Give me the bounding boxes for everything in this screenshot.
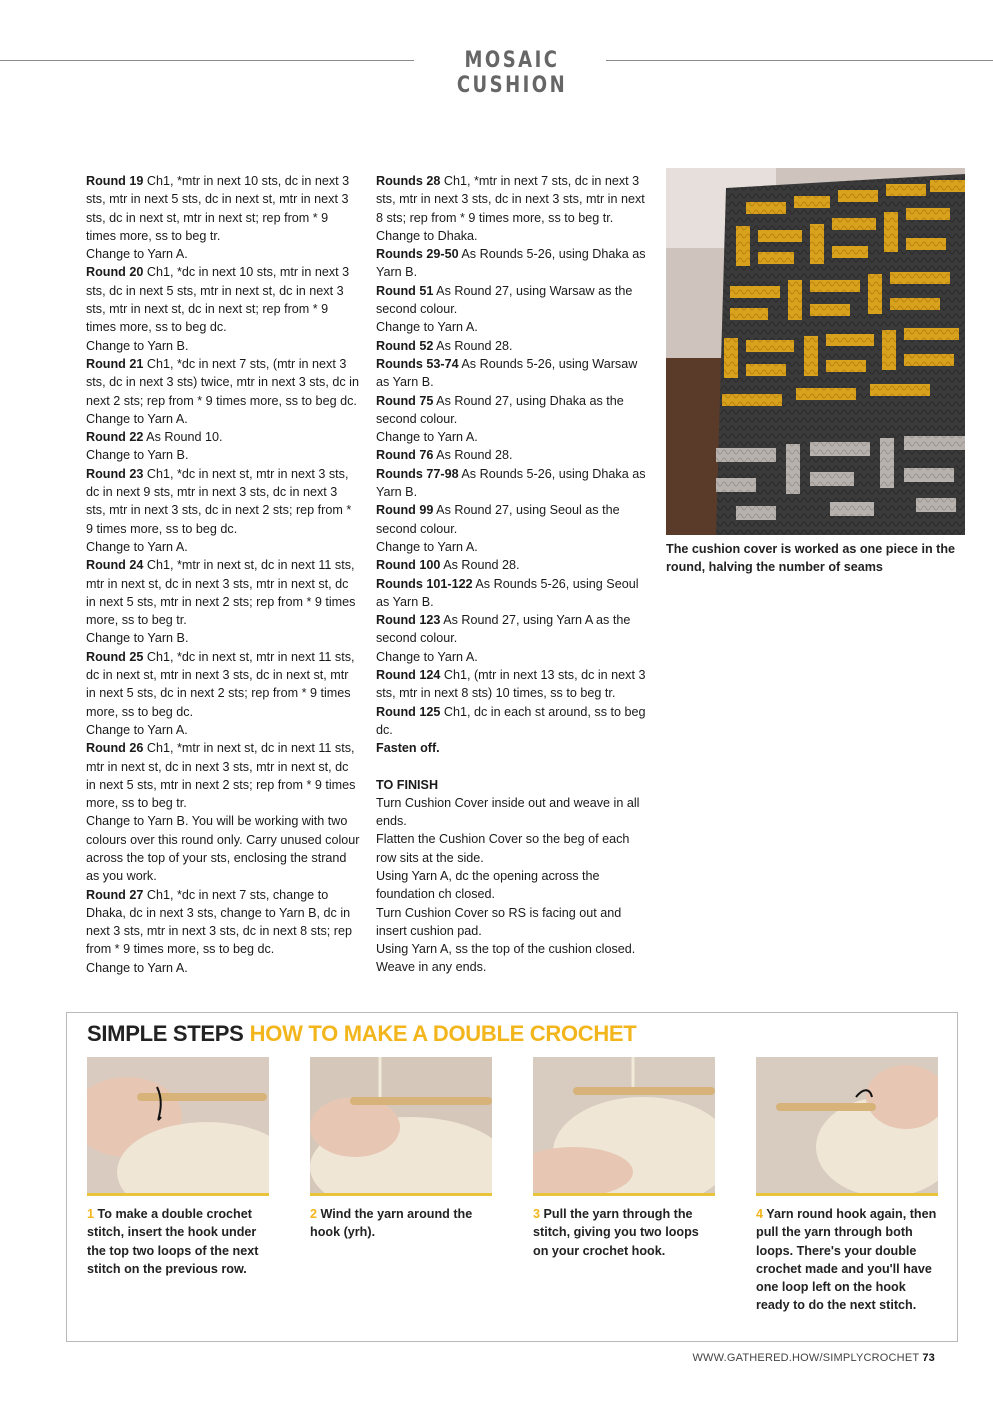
step-2 (310, 1057, 492, 1242)
pattern-line (376, 538, 646, 556)
round-text: Change to Yarn B. (86, 631, 189, 646)
step-3 (533, 1057, 715, 1260)
round-text: Ch1, *mtr in next st, dc in next 11 sts, mtr in next st, dc in next 3 sts, mtr in next st, dc in next 5 sts, mtr in next 2 sts; rep from * 9 times more, ss to beg tr. (86, 558, 356, 628)
round-text: Change to Yarn A. (376, 539, 478, 554)
step-1-number: 1 (87, 1207, 95, 1221)
round-text: Change to Yarn B. You will be working with two colours over this round only. Carry unused colour across the top of your sts, enclosing the strand as you work. (86, 814, 360, 884)
round-text: Ch1, *mtr in next st, dc in next 11 sts, mtr in next st, dc in next 3 sts, mtr in next st, dc in next 5 sts, mtr in next 2 sts; rep from * 9 times more, ss to beg tr. (86, 741, 356, 811)
round-label: Rounds 77-98 (376, 466, 459, 481)
steps-heading-label: SIMPLE STEPS (87, 1021, 244, 1046)
round-text: Ch1, *dc in next 7 sts, (mtr in next 3 sts, dc in next 3 sts) twice, mtr in next 3 sts, dc in next 2 sts; rep from * 9 times more, ss to beg dc. (86, 356, 359, 408)
step-3-photo (533, 1057, 715, 1196)
step-1-photo (87, 1057, 269, 1196)
simple-steps-panel (66, 1012, 958, 1342)
round-text: Ch1, dc in each st around, ss to beg dc. (376, 704, 646, 737)
round-text: As Round 28. (440, 558, 520, 573)
round-text: As Round 28. (433, 338, 513, 353)
round-label: Round 22 (86, 430, 144, 445)
round-label: Round 125 (376, 704, 441, 719)
pattern-line (376, 245, 646, 282)
step-4-photo (756, 1057, 938, 1196)
pattern-line (376, 282, 646, 319)
round-label: Rounds 53-74 (376, 356, 459, 371)
round-label: Round 27 (86, 887, 144, 902)
round-label: Round 24 (86, 558, 144, 573)
finish-line: Turn Cushion Cover so RS is facing out and insert cushion pad. (376, 905, 622, 938)
pattern-line (86, 739, 360, 812)
pattern-line (376, 428, 646, 446)
round-text: Ch1, *dc in next st, mtr in next 11 sts, dc in next st, mtr in next 3 sts, dc in next st, mtr in next 5 sts, dc in next 2 sts; rep from * 9 times more, ss to beg dc. (86, 649, 355, 719)
footer-url[interactable]: WWW.GATHERED.HOW/SIMPLYCROCHET (692, 1352, 920, 1364)
round-text: As Round 28. (433, 448, 513, 463)
round-label: Round 99 (376, 503, 434, 518)
header-rule-right (606, 60, 993, 61)
pattern-line (376, 703, 646, 740)
pattern-line (86, 721, 360, 739)
round-label: Round 26 (86, 741, 144, 756)
pattern-line (376, 739, 646, 757)
pattern-line (86, 446, 360, 464)
page-footer (692, 1352, 935, 1364)
step-3-text: Pull the yarn through the stitch, giving you two loops on your crochet hook. (533, 1207, 699, 1258)
round-label: Round 52 (376, 338, 434, 353)
step-1-text: To make a double crochet stitch, insert the hook under the top two loops of the next stitch on the previous row. (87, 1207, 259, 1276)
round-label: Round 25 (86, 649, 144, 664)
round-label: Round 23 (86, 466, 144, 481)
steps-heading-topic: HOW TO MAKE A DOUBLE CROCHET (249, 1021, 637, 1046)
round-text: Ch1, *dc in next 10 sts, mtr in next 3 sts, dc in next 5 sts, mtr in next st, dc in next 3 sts, mtr in next st, dc in next st; rep from * 9 times more, ss to beg dc. (86, 265, 350, 335)
round-text: As Round 27, using Warsaw as the second colour. (376, 283, 633, 317)
round-text: Change to Yarn A. (86, 722, 188, 737)
step-3-number: 3 (533, 1207, 541, 1221)
round-label: Round 20 (86, 265, 144, 280)
round-label: Round 123 (376, 613, 441, 628)
round-text: Ch1, *dc in next 7 sts, change to Dhaka, dc in next 3 sts, change to Yarn B, dc in next 3 sts, mtr in next 3 sts, dc in next 8 sts; rep from * 9 times more, ss to beg dc. (86, 887, 352, 957)
round-text: Change to Yarn A. (86, 539, 188, 554)
page-number: 73 (922, 1352, 935, 1364)
pattern-line (86, 959, 360, 977)
round-text: Change to Yarn A. (86, 960, 188, 975)
finish-heading: TO FINISH (376, 777, 439, 792)
finish-line: Using Yarn A, dc the opening across the foundation ch closed. (376, 868, 600, 902)
pattern-line (376, 575, 646, 612)
round-text: Change to Yarn B. (86, 338, 189, 353)
round-text: Ch1, *mtr in next 7 sts, dc in next 3 sts, mtr in next 3 sts, dc in next 3 sts, mtr in next 8 sts; rep from * 9 times more, ss to beg tr. (376, 174, 645, 225)
round-text: As Rounds 5-26, using Dhaka as Yarn B. (376, 247, 646, 280)
pattern-line (86, 410, 360, 428)
round-text: Change to Yarn A. (376, 430, 478, 445)
round-text: Change to Yarn B. (86, 448, 189, 463)
pattern-line (86, 465, 360, 538)
round-text: Change to Dhaka. (376, 228, 478, 243)
pattern-line (376, 337, 646, 355)
pattern-line (86, 648, 360, 721)
round-label: Round 100 (376, 558, 441, 573)
pattern-line (376, 666, 646, 703)
round-text: Ch1, *dc in next st, mtr in next 3 sts, dc in next 9 sts, mtr in next 3 sts, dc in next 3 sts, mtr in next 3 sts, dc in next 2 sts; rep from * 9 times more, ss to beg dc. (86, 466, 352, 536)
finish-line: Using Yarn A, ss the top of the cushion closed. Weave in any ends. (376, 942, 636, 975)
pattern-line (86, 538, 360, 556)
pattern-line (86, 245, 360, 263)
round-text: Change to Yarn A. (376, 649, 478, 664)
pattern-line (376, 227, 646, 245)
round-label: Round 21 (86, 356, 144, 371)
cushion-illustration (666, 168, 965, 535)
round-label: Round 51 (376, 283, 434, 298)
round-text: As Rounds 5-26, using Warsaw as Yarn B. (376, 356, 638, 390)
round-label: Round 75 (376, 393, 434, 408)
step-2-number: 2 (310, 1207, 318, 1221)
step-4 (756, 1057, 938, 1315)
round-text: Ch1, (mtr in next 13 sts, dc in next 3 sts, mtr in next 8 sts) 10 times, ss to beg tr. (376, 668, 646, 701)
pattern-line (376, 465, 646, 502)
header-rule-left (0, 60, 414, 61)
pattern-line (376, 611, 646, 648)
step-2-text: Wind the yarn around the hook (yrh). (310, 1207, 473, 1240)
pattern-line (86, 337, 360, 355)
finish-line: Turn Cushion Cover inside out and weave in all ends. (376, 795, 640, 829)
round-text: As Rounds 5-26, using Seoul as Yarn B. (376, 576, 639, 609)
pattern-line (376, 355, 646, 392)
round-text: As Rounds 5-26, using Dhaka as Yarn B. (376, 466, 646, 500)
round-text: As Round 27, using Yarn A as the second colour. (376, 613, 631, 646)
round-text: Change to Yarn A. (86, 411, 188, 426)
round-text: As Round 10. (143, 430, 223, 445)
round-label: Round 19 (86, 174, 144, 188)
pattern-line (86, 886, 360, 959)
pattern-line (86, 812, 360, 885)
photo-caption: The cushion cover is worked as one piece in the round, halving the number of seams (666, 542, 956, 575)
finish-instructions (376, 794, 646, 977)
pattern-column-b (376, 172, 646, 977)
pattern-line (86, 172, 360, 245)
pattern-line (376, 318, 646, 336)
pattern-line (86, 263, 360, 336)
pattern-line (376, 172, 646, 227)
pattern-line (86, 428, 360, 446)
round-label: Round 76 (376, 448, 434, 463)
cushion-photo (666, 168, 965, 535)
round-label: Rounds 101-122 (376, 576, 473, 591)
step-4-text: Yarn round hook again, then pull the yarn through both loops. There's your double crochet made and you'll have one loop left on the hook ready to do the next stitch. (756, 1207, 937, 1313)
round-text: Ch1, *mtr in next 10 sts, dc in next 3 sts, mtr in next 5 sts, dc in next st, mtr in next 3 sts, dc in next st, mtr in next st; rep from * 9 times more, ss to beg tr. (86, 174, 350, 243)
page-title: MOSAIC CUSHION (456, 48, 568, 98)
round-label: Fasten off. (376, 741, 440, 756)
round-text: As Round 27, using Seoul as the second colour. (376, 503, 620, 536)
steps-heading (87, 1021, 636, 1047)
pattern-line (376, 501, 646, 538)
finish-line: Flatten the Cushion Cover so the beg of each row sits at the side. (376, 832, 630, 865)
pattern-column-a (86, 172, 360, 977)
pattern-line (86, 355, 360, 410)
step-2-photo (310, 1057, 492, 1196)
step-4-number: 4 (756, 1207, 764, 1221)
pattern-line (376, 446, 646, 464)
pattern-line (376, 648, 646, 666)
round-label: Rounds 29-50 (376, 247, 459, 262)
round-text: As Round 27, using Dhaka as the second colour. (376, 393, 624, 426)
round-text: Change to Yarn A. (86, 247, 188, 262)
pattern-line (376, 556, 646, 574)
round-label: Round 124 (376, 668, 441, 683)
round-text: Change to Yarn A. (376, 320, 478, 335)
round-label: Rounds 28 (376, 174, 441, 188)
pattern-line (86, 556, 360, 629)
pattern-line (376, 392, 646, 429)
pattern-line (86, 629, 360, 647)
step-1 (87, 1057, 269, 1278)
